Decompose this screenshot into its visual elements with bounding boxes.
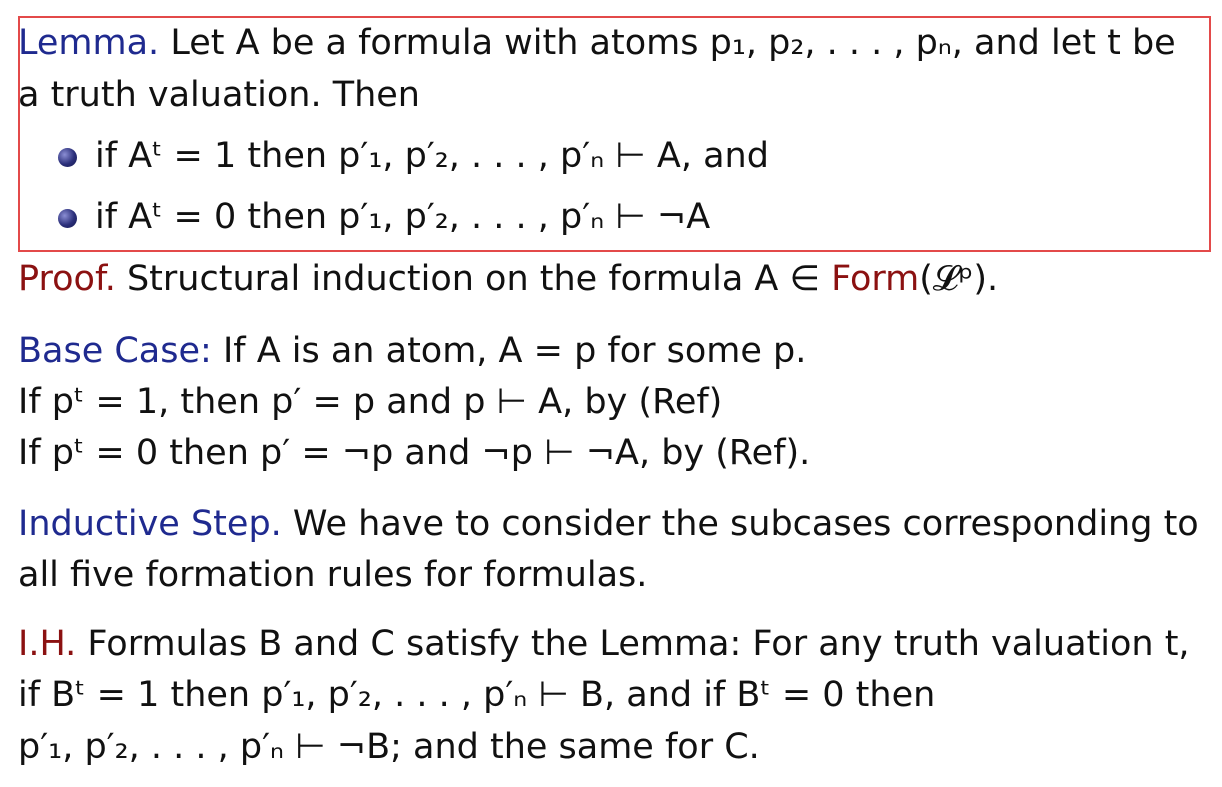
bullet-2-text: if Aᵗ = 0 then p′₁, p′₂, . . . , p′ₙ ⊢ ¬A (95, 197, 711, 237)
inductive-step-label: Inductive Step. (18, 504, 282, 544)
base-case-line-3: If pᵗ = 0 then p′ = ¬p and ¬p ⊢ ¬A, by (Ref). (18, 433, 811, 473)
lemma-bullet-2 (58, 195, 710, 239)
bullet-icon (58, 148, 77, 167)
ih-line-3: p′₁, p′₂, . . . , p′ₙ ⊢ ¬B; and the same for C. (18, 727, 760, 767)
lemma-line-1 (18, 21, 1176, 65)
lemma-line-2: a truth valuation. Then (18, 75, 420, 115)
base-case-label: Base Case: (18, 331, 212, 371)
base-case-line-1 (18, 329, 806, 373)
inductive-step-text: We have to consider the subcases corresponding to (281, 504, 1199, 544)
lemma-label: Lemma. (18, 23, 160, 63)
proof-text: Structural induction on the formula A ∈ (115, 259, 832, 299)
lemma-bullet-1 (58, 134, 769, 178)
ih-label: I.H. (18, 624, 77, 664)
ih-line-1 (18, 622, 1190, 666)
proof-label: Proof. (18, 259, 116, 299)
bullet-icon (58, 209, 77, 228)
form-label: Form (831, 259, 920, 299)
lemma-statement: Let A be a formula with atoms p₁, p₂, . . . , pₙ, and let t be (159, 23, 1176, 63)
form-arg: (𝓛ᵖ). (919, 259, 999, 299)
inductive-step-line-1 (18, 502, 1199, 546)
base-case-line-2: If pᵗ = 1, then p′ = p and p ⊢ A, by (Ref) (18, 382, 723, 422)
inductive-step-line-2: all five formation rules for formulas. (18, 555, 648, 595)
ih-text: Formulas B and C satisfy the Lemma: For any truth valuation t, (76, 624, 1190, 664)
proof-line (18, 257, 998, 301)
bullet-1-text: if Aᵗ = 1 then p′₁, p′₂, . . . , p′ₙ ⊢ A, and (95, 136, 769, 176)
base-case-text: If A is an atom, A = p for some p. (211, 331, 807, 371)
ih-line-2: if Bᵗ = 1 then p′₁, p′₂, . . . , p′ₙ ⊢ B, and if Bᵗ = 0 then (18, 675, 936, 715)
